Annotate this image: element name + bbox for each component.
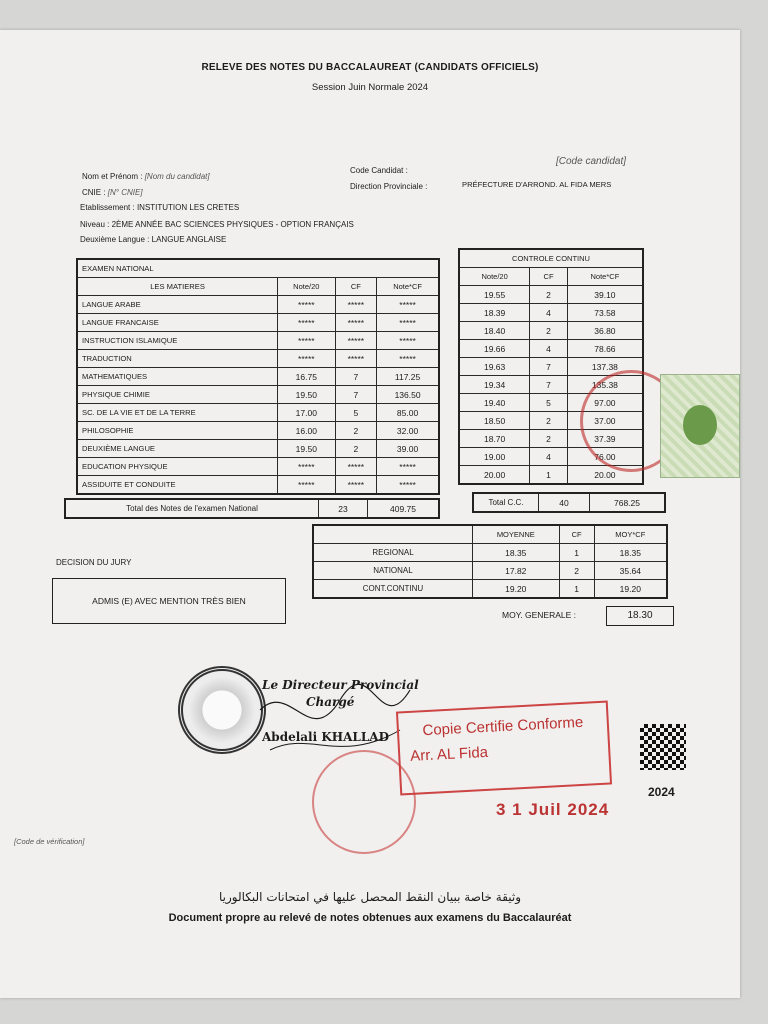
continu-notecf: 39.10 (567, 286, 643, 304)
continu-row (459, 322, 643, 340)
continu-cf: 5 (530, 394, 568, 412)
subject-note: ***** (278, 332, 335, 350)
subject-notecf: ***** (377, 476, 439, 495)
red-round-stamp (312, 750, 416, 854)
etab-value: INSTITUTION LES CRETES (136, 203, 240, 212)
continu-notecf: 36.80 (567, 322, 643, 340)
signature-scribble (250, 670, 420, 770)
national-row (77, 440, 439, 458)
subject-name: PHILOSOPHIE (77, 422, 278, 440)
national-total-row (64, 498, 440, 519)
continu-note: 19.66 (459, 340, 530, 358)
examen-national-table (76, 258, 440, 495)
continu-cf: 7 (530, 358, 568, 376)
subject-cf: 2 (335, 422, 377, 440)
subject-note: 17.00 (278, 404, 335, 422)
summary-col-moycf: MOY*CF (594, 525, 667, 544)
cnie-value: [N° CNIE] (107, 188, 143, 197)
summary-moyenne: 19.20 (473, 580, 560, 599)
summary-row (313, 544, 667, 562)
national-title: EXAMEN NATIONAL (77, 259, 439, 278)
subject-note: 16.75 (278, 368, 335, 386)
continu-cf: 2 (530, 430, 568, 448)
subject-note: 19.50 (278, 386, 335, 404)
jury-label: DECISION DU JURY (56, 558, 132, 567)
summary-col-cf: CF (559, 525, 594, 544)
subject-cf: 7 (335, 386, 377, 404)
continu-notecf: 137.38 (567, 358, 643, 376)
summary-moycf: 18.35 (594, 544, 667, 562)
subject-name: ASSIDUITE ET CONDUITE (77, 476, 278, 495)
continu-notecf: 37.00 (567, 412, 643, 430)
document-page (0, 30, 740, 998)
continu-notecf: 20.00 (567, 466, 643, 485)
subject-name: LANGUE FRANCAISE (77, 314, 278, 332)
summary-label: NATIONAL (313, 562, 473, 580)
qr-code-icon (640, 724, 686, 770)
subject-notecf: ***** (377, 458, 439, 476)
continu-total-value: 768.25 (590, 493, 666, 512)
footer-arabic: وثيقة خاصة ببيان النقط المحصل عليها في امتحانات البكالوريا (218, 890, 522, 904)
summary-cf: 2 (559, 562, 594, 580)
signature-name: Abdelali KHALLAD (262, 730, 390, 744)
code-candidat-label: Code Candidat : (350, 166, 408, 175)
continu-notecf: 78.66 (567, 340, 643, 358)
continu-cf: 1 (530, 466, 568, 485)
continu-cf: 2 (530, 322, 568, 340)
direction-value: PRÉFECTURE D'ARROND. AL FIDA MERS (462, 180, 612, 189)
continu-note: 20.00 (459, 466, 530, 485)
summary-moycf: 35.64 (594, 562, 667, 580)
direction-label: Direction Provinciale : (350, 182, 428, 191)
continu-notecf: 37.39 (567, 430, 643, 448)
continu-note: 18.70 (459, 430, 530, 448)
footer-french: Document propre au relevé de notes obtenues aux examens du Baccalauréat (168, 912, 572, 924)
continu-title: CONTROLE CONTINU (459, 249, 643, 268)
fiscal-stamp (660, 374, 740, 478)
subject-name: SC. DE LA VIE ET DE LA TERRE (77, 404, 278, 422)
fiscal-stamp-emblem-icon (683, 405, 717, 445)
continu-note: 19.63 (459, 358, 530, 376)
subject-cf: 5 (335, 404, 377, 422)
continu-row (459, 304, 643, 322)
national-total-value: 409.75 (368, 499, 440, 518)
summary-col-moyenne: MOYENNE (473, 525, 560, 544)
continu-cf: 2 (530, 412, 568, 430)
subject-name: DEUXIÈME LANGUE (77, 440, 278, 458)
certified-office-text: Arr. AL Fida (409, 743, 489, 765)
name-value: [Nom du candidat] (144, 172, 210, 181)
national-col-cf: CF (335, 278, 377, 296)
summary-label: REGIONAL (313, 544, 473, 562)
subject-note: ***** (278, 476, 335, 495)
summary-row (313, 562, 667, 580)
verification-hash: [Code de vérification] (14, 837, 85, 846)
subject-note: ***** (278, 458, 335, 476)
cnie-label: CNIE : (82, 188, 106, 197)
document-title: RELEVE DES NOTES DU BACCALAUREAT (CANDIDATS OFFICIELS) (201, 62, 539, 73)
langue-label: Deuxième Langue : (80, 235, 150, 244)
year-label: 2024 (648, 785, 675, 799)
subject-notecf: 136.50 (377, 386, 439, 404)
niveau-row (80, 220, 354, 229)
subject-notecf: 32.00 (377, 422, 439, 440)
langue-value: LANGUE ANGLAISE (151, 235, 227, 244)
subject-cf: ***** (335, 458, 377, 476)
niveau-value: 2ÈME ANNÉE BAC SCIENCES PHYSIQUES - OPTION FRANÇAIS (111, 220, 354, 229)
national-row (77, 350, 439, 368)
continu-cf: 7 (530, 376, 568, 394)
continu-total-cf: 40 (539, 493, 590, 512)
national-row (77, 386, 439, 404)
subject-name: TRADUCTION (77, 350, 278, 368)
subject-cf: 7 (335, 368, 377, 386)
national-col-matieres: LES MATIERES (77, 278, 278, 296)
continu-notecf: 97.00 (567, 394, 643, 412)
cnie-row (82, 188, 143, 197)
moyennes-table (312, 524, 668, 599)
continu-note: 19.00 (459, 448, 530, 466)
subject-notecf: 85.00 (377, 404, 439, 422)
continu-total-label: Total C.C. (473, 493, 539, 512)
subject-cf: ***** (335, 314, 377, 332)
summary-row (313, 580, 667, 599)
continu-note: 18.50 (459, 412, 530, 430)
summary-cf: 1 (559, 580, 594, 599)
national-row (77, 404, 439, 422)
continu-col-notecf: Note*CF (567, 268, 643, 286)
continu-cf: 4 (530, 340, 568, 358)
subject-name: LANGUE ARABE (77, 296, 278, 314)
summary-moyenne: 17.82 (473, 562, 560, 580)
continu-note: 19.40 (459, 394, 530, 412)
continu-cf: 4 (530, 304, 568, 322)
national-row (77, 314, 439, 332)
continu-col-note: Note/20 (459, 268, 530, 286)
continu-col-cf: CF (530, 268, 568, 286)
continu-note: 18.40 (459, 322, 530, 340)
subject-note: 16.00 (278, 422, 335, 440)
signature-subtitle: Chargé (306, 695, 355, 709)
national-row (77, 332, 439, 350)
continu-row (459, 286, 643, 304)
subject-notecf: ***** (377, 296, 439, 314)
subject-cf: ***** (335, 476, 377, 495)
subject-notecf: ***** (377, 350, 439, 368)
langue-row (80, 235, 226, 244)
subject-notecf: ***** (377, 332, 439, 350)
continu-note: 19.55 (459, 286, 530, 304)
national-total-label: Total des Notes de l'examen National (65, 499, 319, 518)
signature-title: Le Directeur Provincial (262, 678, 419, 692)
subject-notecf: 117.25 (377, 368, 439, 386)
national-row (77, 296, 439, 314)
session-label: Session Juin Normale 2024 (311, 82, 429, 93)
candidate-name-row (82, 172, 210, 181)
national-row (77, 368, 439, 386)
subject-cf: 2 (335, 440, 377, 458)
continu-notecf: 76.00 (567, 448, 643, 466)
etablissement-row (80, 203, 239, 212)
continu-notecf: 135.38 (567, 376, 643, 394)
subject-notecf: ***** (377, 314, 439, 332)
summary-moycf: 19.20 (594, 580, 667, 599)
subject-note: ***** (278, 296, 335, 314)
summary-cf: 1 (559, 544, 594, 562)
national-col-note: Note/20 (278, 278, 335, 296)
subject-cf: ***** (335, 350, 377, 368)
etab-label: Etablissement : (80, 203, 135, 212)
continu-row (459, 340, 643, 358)
national-total-cf: 23 (319, 499, 368, 518)
code-candidat-value: [Code candidat] (556, 156, 627, 167)
moyenne-generale-label: MOY. GENERALE : (502, 610, 577, 620)
summary-moyenne: 18.35 (473, 544, 560, 562)
certified-copy-text: Copie Certifie Conforme (422, 713, 584, 740)
subject-notecf: 39.00 (377, 440, 439, 458)
continu-note: 18.39 (459, 304, 530, 322)
subject-note: ***** (278, 350, 335, 368)
subject-name: MATHEMATIQUES (77, 368, 278, 386)
national-row (77, 476, 439, 495)
continu-total-row (472, 492, 666, 513)
moyenne-generale-value: 18.30 (606, 606, 674, 626)
subject-cf: ***** (335, 296, 377, 314)
jury-decision: ADMIS (E) AVEC MENTION TRÈS BIEN (52, 578, 286, 624)
subject-note: ***** (278, 314, 335, 332)
subject-name: EDUCATION PHYSIQUE (77, 458, 278, 476)
certified-copy-stamp (396, 701, 612, 796)
date-stamp: 3 1 Juil 2024 (496, 800, 610, 819)
subject-note: 19.50 (278, 440, 335, 458)
niveau-label: Niveau : (80, 220, 110, 229)
continu-cf: 2 (530, 286, 568, 304)
national-col-notecf: Note*CF (377, 278, 439, 296)
subject-name: PHYSIQUE CHIMIE (77, 386, 278, 404)
summary-label: CONT.CONTINU (313, 580, 473, 599)
national-row (77, 422, 439, 440)
national-row (77, 458, 439, 476)
name-label: Nom et Prénom : (82, 172, 143, 181)
subject-name: INSTRUCTION ISLAMIQUE (77, 332, 278, 350)
continu-note: 19.34 (459, 376, 530, 394)
continu-notecf: 73.58 (567, 304, 643, 322)
subject-cf: ***** (335, 332, 377, 350)
continu-cf: 4 (530, 448, 568, 466)
